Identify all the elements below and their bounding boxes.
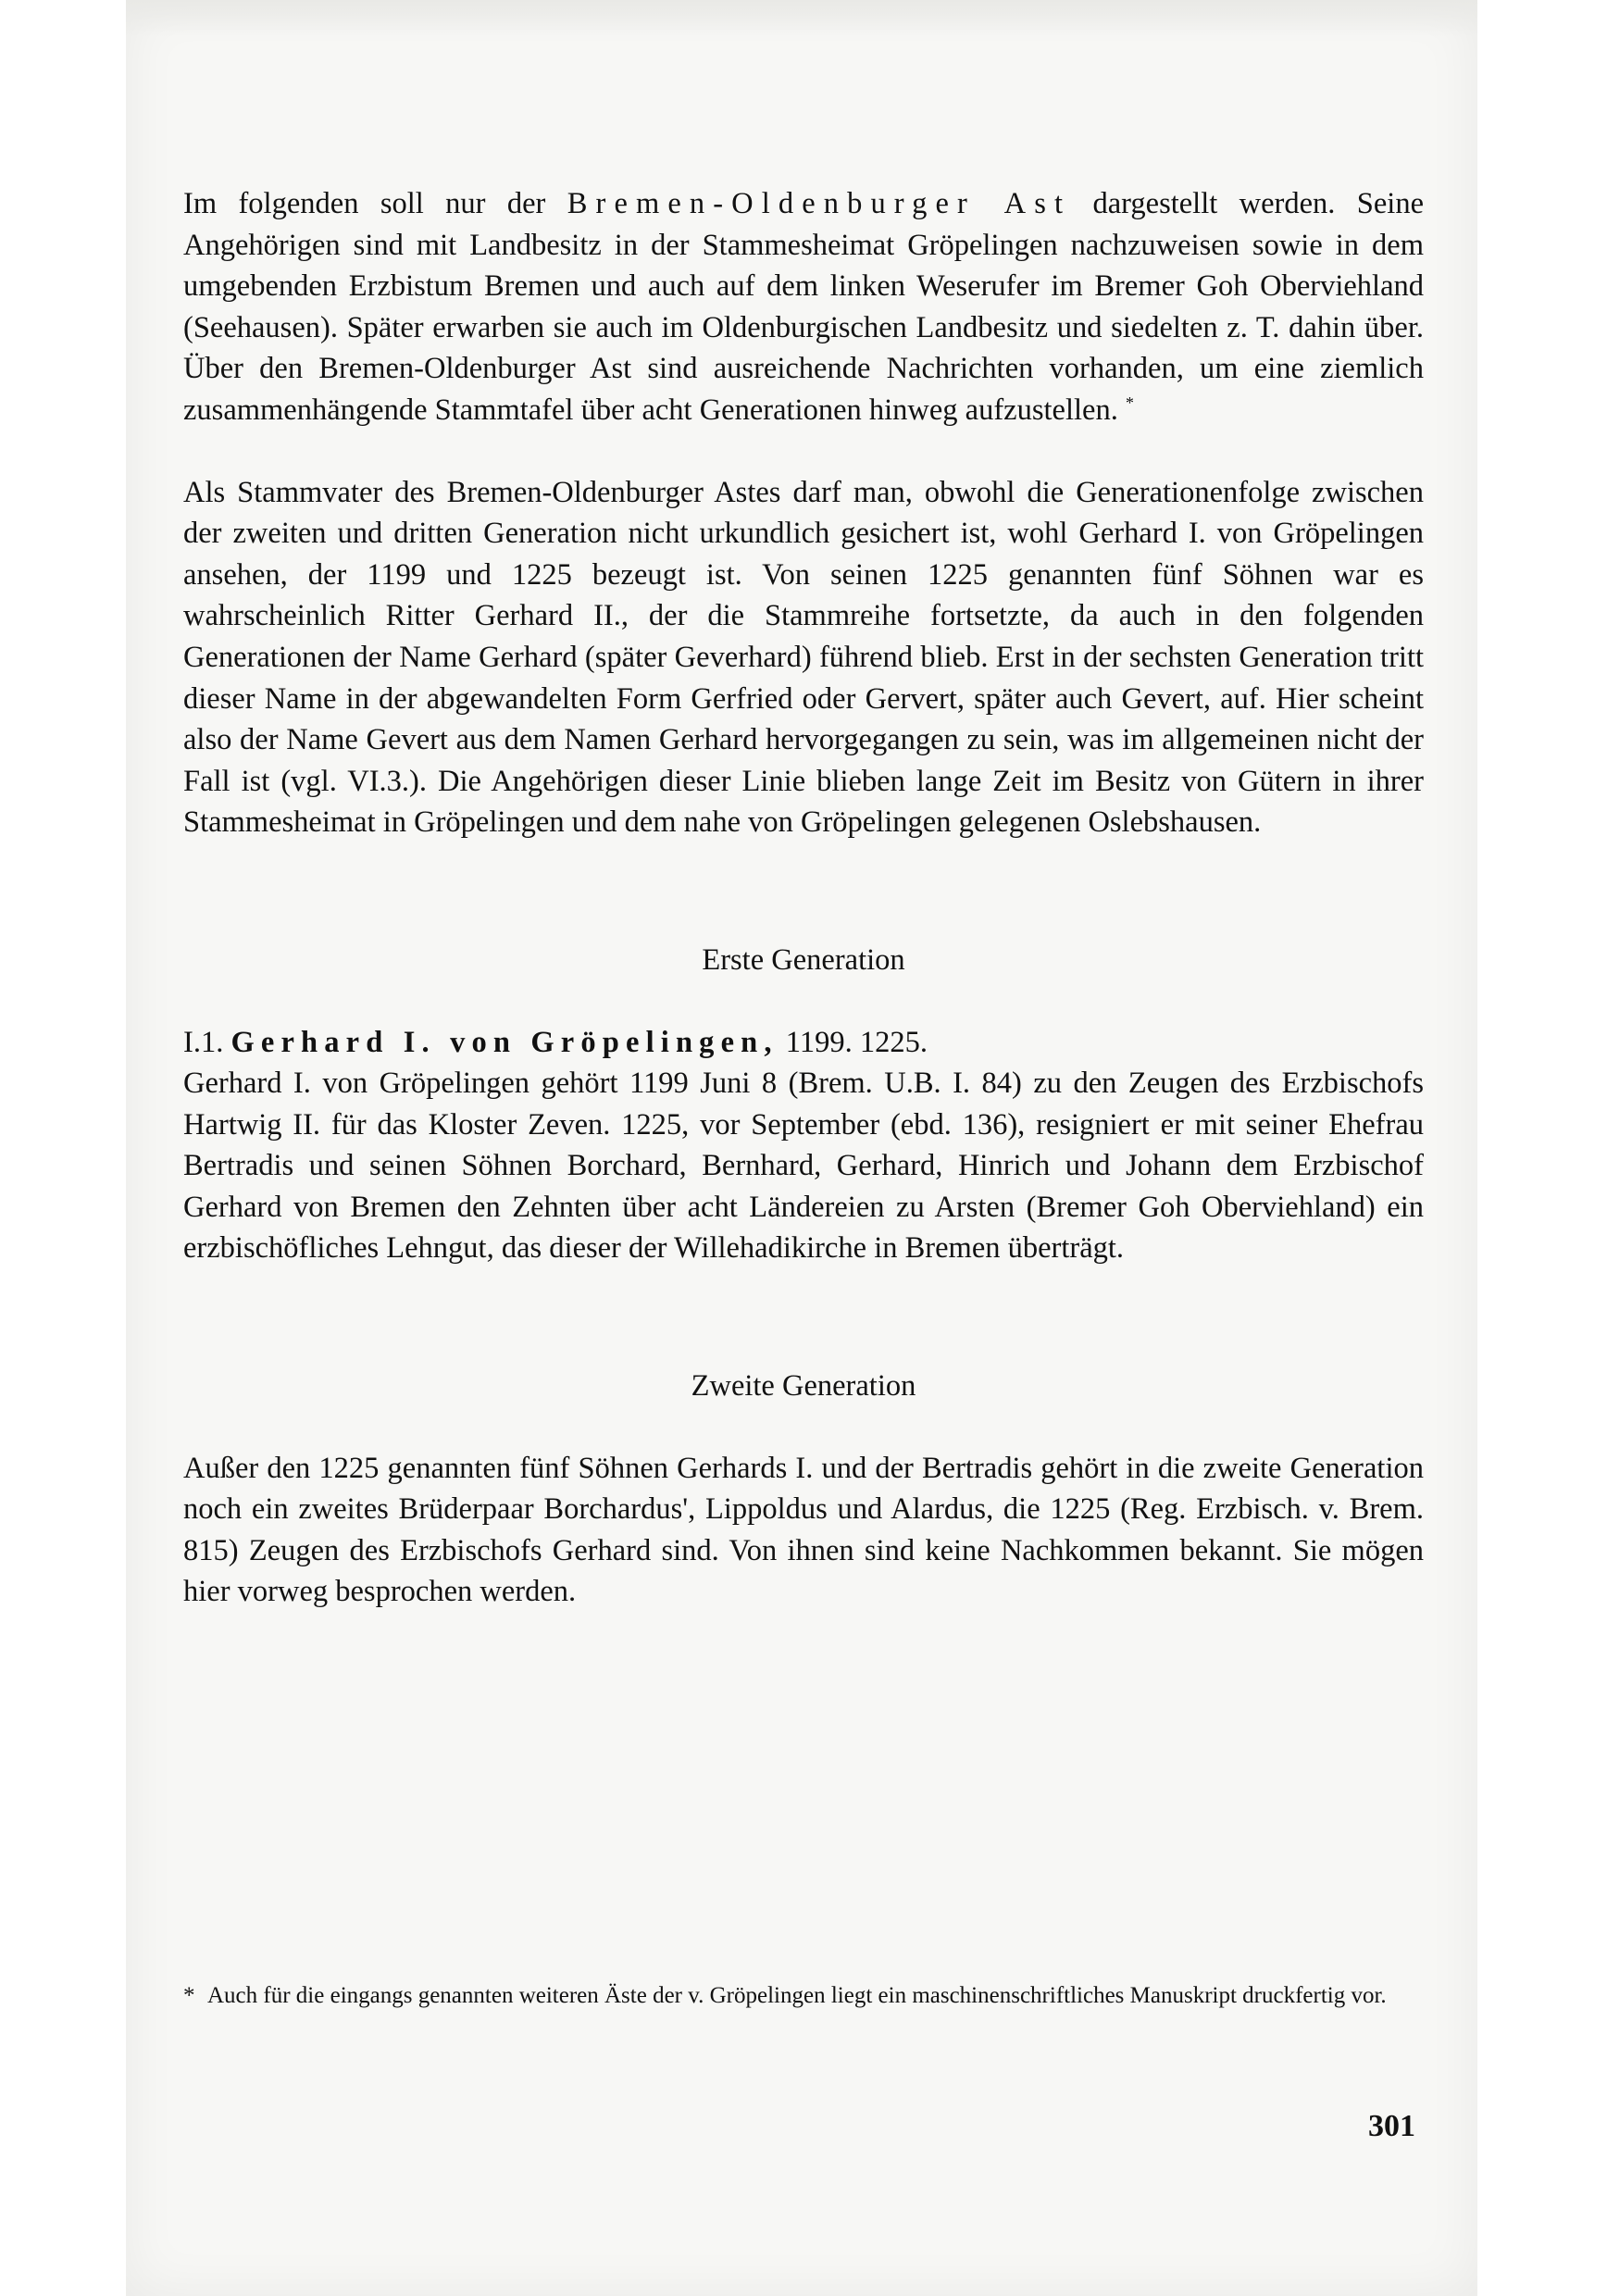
second-paragraph: Als Stammvater des Bremen-Oldenburger Astes darf man, obwohl die Generationenfolge zwischen der zweiten und dritten Generation nicht urkundlich gesichert ist, wohl Gerhard I. von Gröpelingen ansehen, der 1199 und 1225 bezeugt ist. Von seinen 1225 genannten fünf Söhnen war es wahrscheinlich Ritter Gerhard II., der die Stammreihe fortsetzte, da auch in den folgenden Generationen der Name Gerhard (später Geverhard) führend blieb. Erst in der sechsten Generation tritt dieser Name in der abgewandelten Form Gerfried oder Gervert, später auch Gevert, auf. Hier scheint also der Name Gevert aus dem Namen Gerhard hervorgegangen zu sein, was im allgemeinen nicht der Fall ist (vgl. VI.3.). Die Angehörigen dieser Linie blieben lange Zeit im Besitz von Gütern in ihrer Stammesheimat in Gröpelingen und dem nahe von Gröpelingen gelegenen Oslebshausen.	[183, 475, 1424, 840]
entry-name: Gerhard I. von Gröpelingen,	[230, 1025, 779, 1059]
intro-paragraph	[183, 183, 1424, 431]
intro-text-before: Im folgenden soll nur der	[183, 187, 567, 220]
footnote-mark: *	[183, 1983, 195, 2008]
first-generation-body: Gerhard I. von Gröpelingen gehört 1199 Juni 8 (Brem. U.B. I. 84) zu den Zeugen des Erzbischofs Hartwig II. für das Kloster Zeven. 1225, vor September (ebd. 136), resigniert er mit seiner Ehefrau Bertradis und seinen Söhnen Borchard, Bernhard, Gerhard, Hinrich und Johann dem Erzbischof Gerhard von Bremen den Zehnten über acht Ländereien zu Arsten (Bremer Goh Oberviehland) ein erzbischöfliches Lehngut, das dieser der Willehadikirche in Bremen überträgt.	[183, 1067, 1424, 1266]
footnote-text: Auch für die eingangs genannten weiteren Äste der v. Gröpelingen liegt ein maschinenschriftliches Manuskript druckfertig vor.	[207, 1983, 1387, 2008]
intro-text-after: dargestellt werden. Seine Angehörigen sind mit Landbesitz in der Stammesheimat Gröpelingen nachzuweisen sowie in dem umgebenden Erzbistum Bremen und auch auf dem linken Weserufer im Bremer Goh Oberviehland (Seehausen). Später erwarben sie auch im Oldenburgischen Landbesitz und siedelten z. T. dahin über. Über den Bremen-Oldenburger Ast sind ausreichende Nachrichten vorhanden, um eine ziemlich zusammenhängende Stammtafel über acht Generationen hinweg aufzustellen.	[183, 187, 1425, 427]
page-scan-shadow	[126, 0, 1477, 37]
heading-second-generation: Zweite Generation	[691, 1369, 916, 1404]
heading-first-generation: Erste Generation	[702, 942, 905, 977]
footnote	[183, 1979, 1424, 2013]
footnote-reference: *	[1125, 393, 1134, 413]
intro-spaced-term: Bremen-Oldenburger Ast	[567, 187, 1072, 220]
second-generation-body: Außer den 1225 genannten fünf Söhnen Gerhards I. und der Bertradis gehört in die zweite Generation noch ein zweites Brüderpaar Borchardus', Lippoldus und Alardus, die 1225 (Reg. Erzbisch. v. Brem. 815) Zeugen des Erzbischofs Gerhard sind. Von ihnen sind keine Nachkommen bekannt. Sie mögen hier vorweg besprochen werden.	[183, 1451, 1424, 1609]
entry-dates: 1199. 1225.	[785, 1025, 928, 1059]
main-text	[183, 183, 1424, 1613]
page-number: 301	[1368, 2109, 1415, 2143]
entry-number: I.1.	[183, 1025, 224, 1059]
entry-header	[183, 1022, 1424, 1064]
